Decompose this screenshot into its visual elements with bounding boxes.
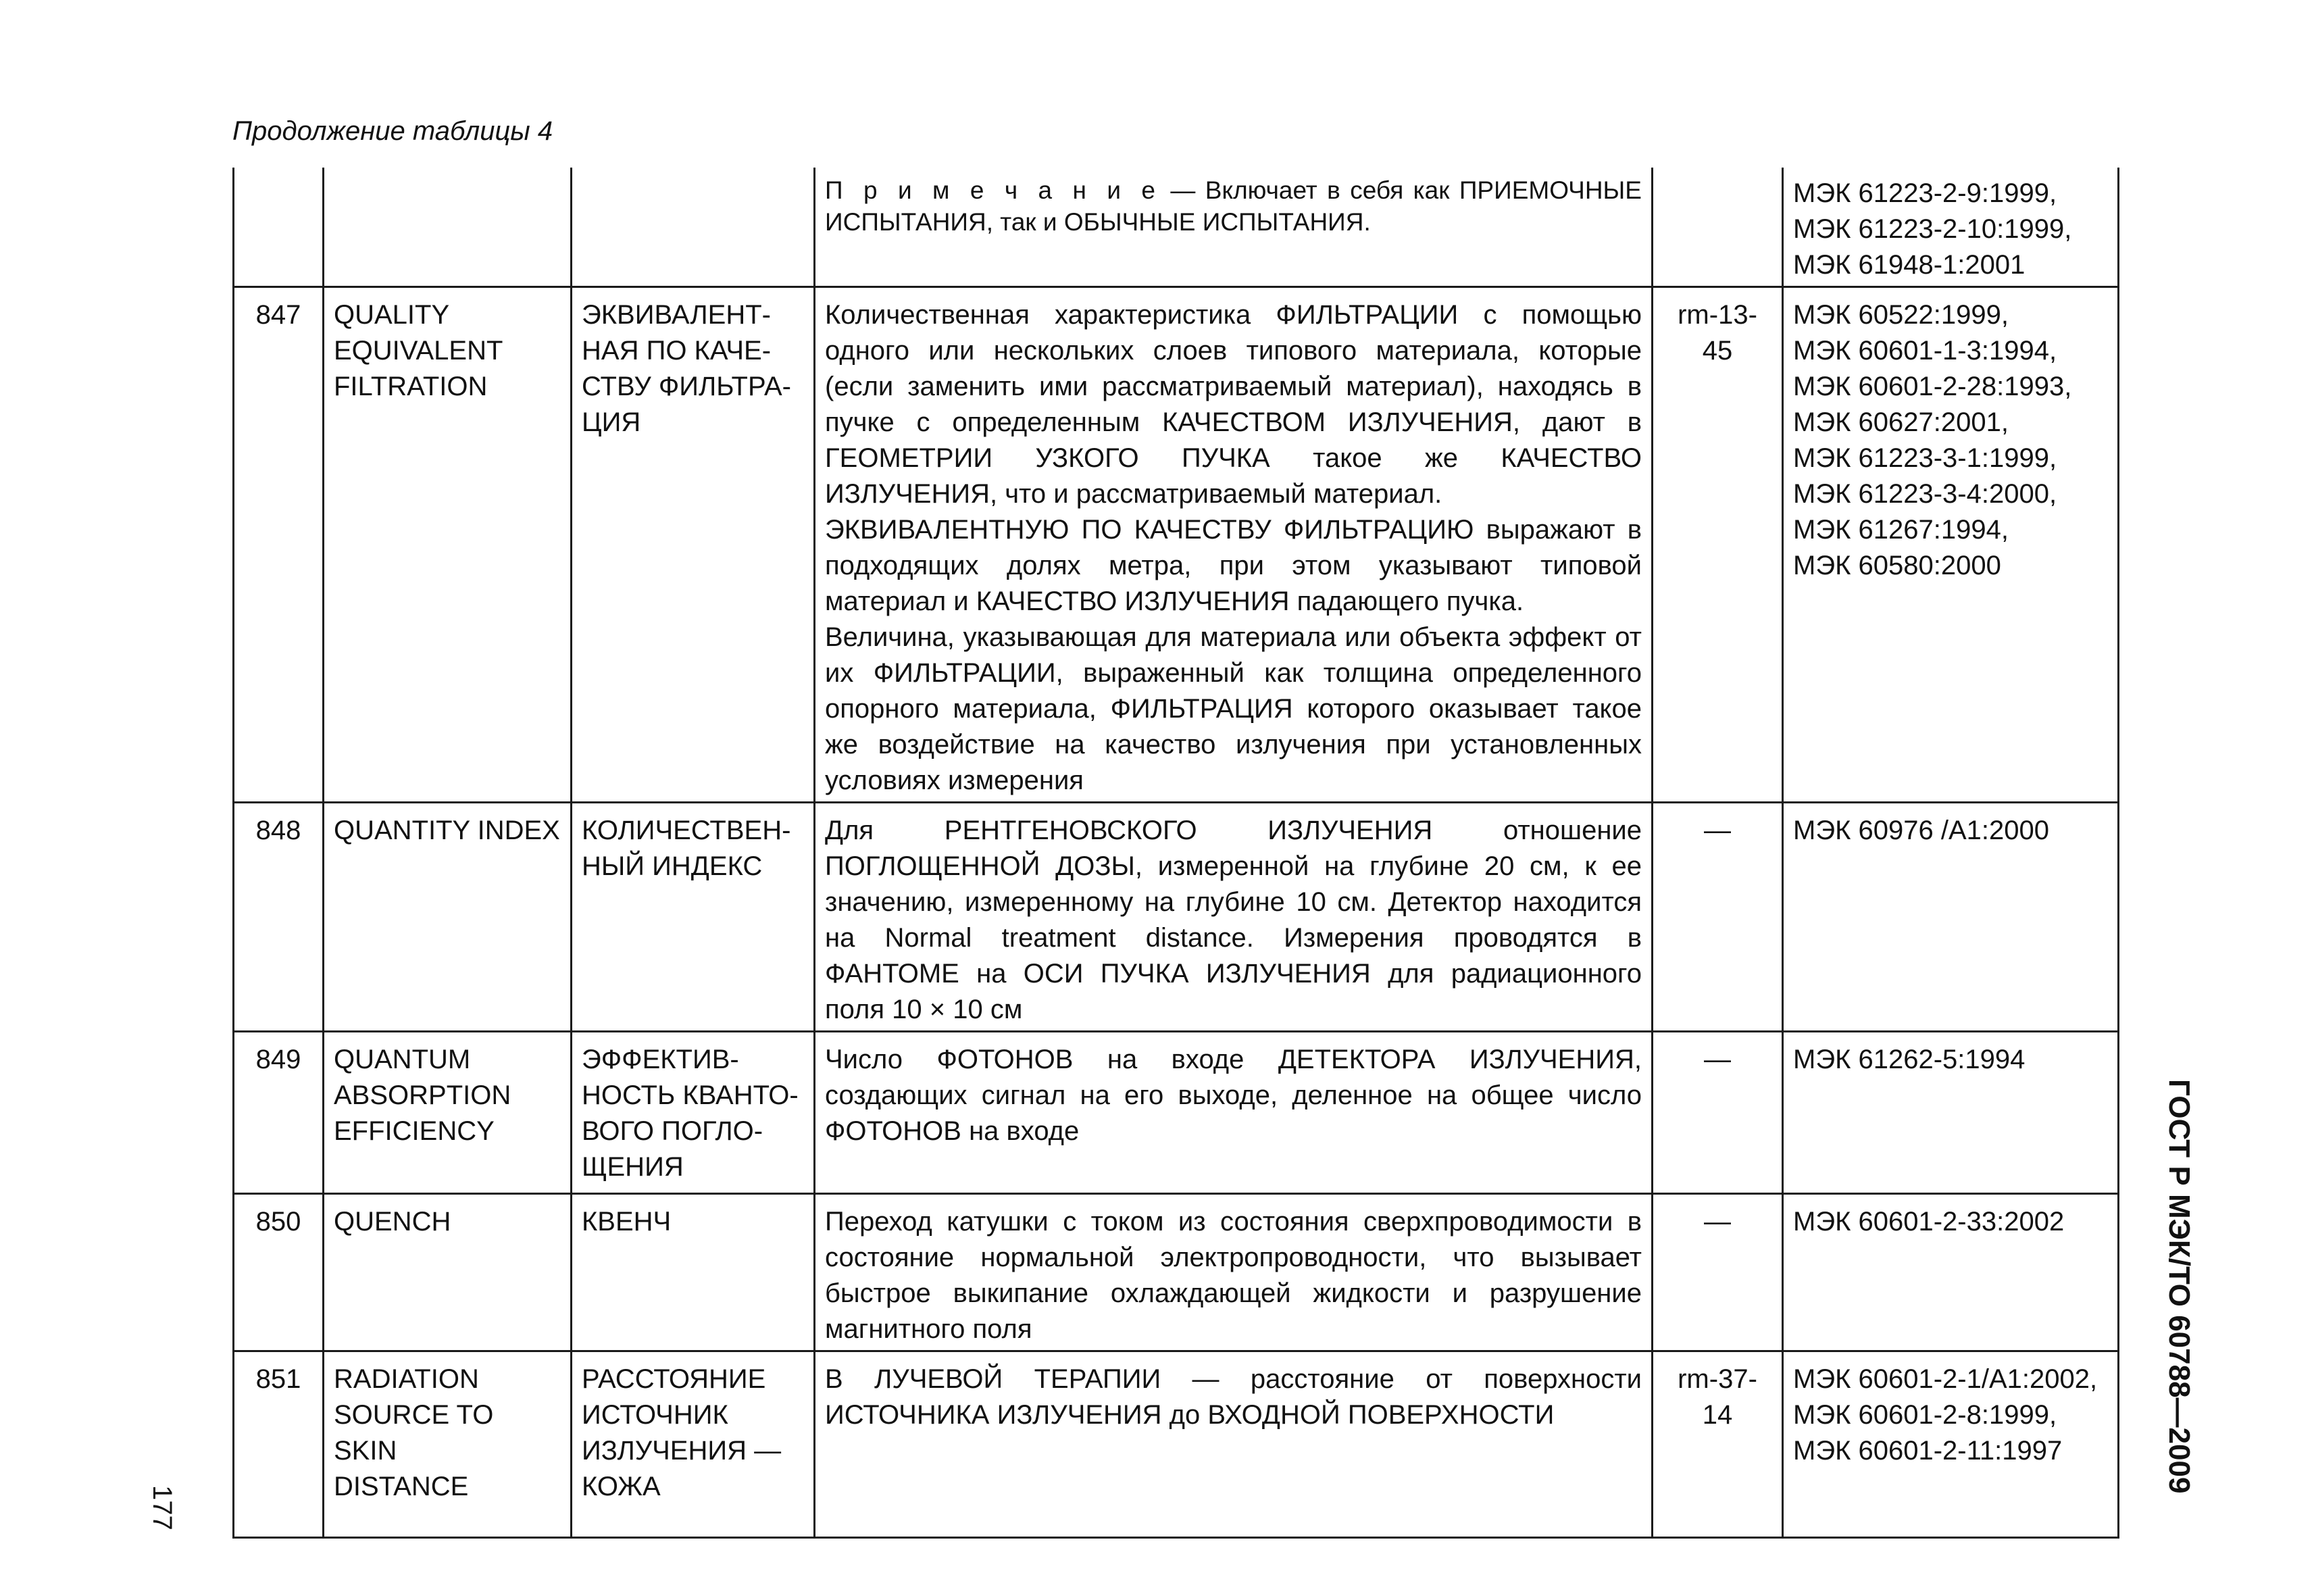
en-term-cell: QUANTITY INDEX bbox=[324, 803, 572, 1032]
definition-paragraph: Для РЕНТГЕНОВСКОГО ИЗЛУЧЕНИЯ отношение ПОГЛОЩЕННОЙ ДОЗЫ, измеренной на глубине 20 см, к ее значению, измеренному на глубине 10 см. Детектор находится на Normal treatment distance. Измерения проводятся в ФАНТОМЕ на ОСИ ПУЧКА ИЗЛУЧЕНИЯ для радиационного поля 10 × 10 см bbox=[825, 816, 1642, 1024]
note-label: П р и м е ч а н и е bbox=[825, 176, 1161, 204]
num-cell: 851 bbox=[234, 1351, 324, 1538]
en-term-cell bbox=[324, 168, 572, 287]
ru-term-cell: КВЕНЧ bbox=[572, 1194, 815, 1351]
definition-cell bbox=[815, 1032, 1653, 1194]
ru-term-cell bbox=[572, 168, 815, 287]
en-term-cell: QUENCH bbox=[324, 1194, 572, 1351]
code-cell bbox=[1653, 168, 1783, 287]
table-row bbox=[234, 1194, 2119, 1351]
refs-cell: МЭК 61223-2-9:1999, МЭК 61223-2-10:1999, МЭК 61948-1:2001 bbox=[1783, 168, 2119, 287]
definition-paragraph: Величина, указывающая для материала или объекта эффект от их ФИЛЬТРАЦИИ, выраженный как толщина определенного опорного материала, ФИЛЬТРАЦИЯ которого оказывает такое же воздействие на качество излучения при установленных условиях измерения bbox=[825, 622, 1642, 795]
definition-paragraph: Число ФОТОНОВ на входе ДЕТЕКТОРА ИЗЛУЧЕНИЯ, создающих сигнал на его выходе, деленное на общее число ФОТОНОВ на входе bbox=[825, 1045, 1642, 1146]
definition-paragraph: В ЛУЧЕВОЙ ТЕРАПИИ — расстояние от поверхности ИСТОЧНИКА ИЗЛУЧЕНИЯ до ВХОДНОЙ ПОВЕРХНОСТИ bbox=[825, 1364, 1642, 1430]
en-term-cell: QUALITY EQUIVALENT FILTRATION bbox=[324, 287, 572, 803]
en-term-cell: RADIATION SOURCE TO SKIN DISTANCE bbox=[324, 1351, 572, 1538]
code-cell: — bbox=[1653, 1194, 1783, 1351]
num-cell: 850 bbox=[234, 1194, 324, 1351]
definition-cell bbox=[815, 1351, 1653, 1538]
definition-paragraph: Количественная характеристика ФИЛЬТРАЦИИ с помощью одного или нескольких слоев типового материала, которые (если заменить ими рассматриваемый материал), находясь в пучке с определенным КАЧЕСТВОМ ИЗЛУЧЕНИЯ, дают в ГЕОМЕТРИИ УЗКОГО ПУЧКА такое же КАЧЕСТВО ИЗЛУЧЕНИЯ, что и рассматриваемый материал. bbox=[825, 300, 1642, 509]
definition-paragraph: Переход катушки с током из состояния сверхпроводимости в состояние нормальной электропроводности, что вызывает быстрое выкипание охлаждающей жидкости и разрушение магнитного поля bbox=[825, 1207, 1642, 1344]
en-term-cell: QUANTUM ABSORPTION EFFICIENCY bbox=[324, 1032, 572, 1194]
note-cell bbox=[815, 168, 1653, 287]
num-cell: 847 bbox=[234, 287, 324, 803]
table-row bbox=[234, 1351, 2119, 1538]
refs-cell: МЭК 60522:1999, МЭК 60601-1-3:1994, МЭК 60601-2-28:1993, МЭК 60627:2001, МЭК 61223-3-1:1999, МЭК 61223-3-4:2000, МЭК 61267:1994, МЭК 60580:2000 bbox=[1783, 287, 2119, 803]
ru-term-cell: ЭФФЕКТИВ- НОСТЬ КВАНТО- ВОГО ПОГЛО- ЩЕНИЯ bbox=[572, 1032, 815, 1194]
num-cell: 849 bbox=[234, 1032, 324, 1194]
num-cell: 848 bbox=[234, 803, 324, 1032]
definition-cell bbox=[815, 803, 1653, 1032]
table-row bbox=[234, 168, 2119, 287]
ru-term-cell: КОЛИЧЕСТВЕН- НЫЙ ИНДЕКС bbox=[572, 803, 815, 1032]
code-cell: rm-37-14 bbox=[1653, 1351, 1783, 1538]
code-cell: — bbox=[1653, 803, 1783, 1032]
code-cell: rm-13-45 bbox=[1653, 287, 1783, 803]
ru-term-cell: РАССТОЯНИЕ ИСТОЧНИК ИЗЛУЧЕНИЯ — КОЖА bbox=[572, 1351, 815, 1538]
definition-cell bbox=[815, 1194, 1653, 1351]
table-caption: Продолжение таблицы 4 bbox=[232, 116, 553, 146]
table-row bbox=[234, 1032, 2119, 1194]
definition-cell bbox=[815, 287, 1653, 803]
refs-cell: МЭК 60601-2-33:2002 bbox=[1783, 1194, 2119, 1351]
terms-table bbox=[232, 168, 2119, 1539]
page-number: 177 bbox=[147, 1485, 177, 1530]
definition-paragraph: ЭКВИВАЛЕНТНУЮ ПО КАЧЕСТВУ ФИЛЬТРАЦИЮ выражают в подходящих долях метра, при этом указывают типовой материал и КАЧЕСТВО ИЗЛУЧЕНИЯ падающего пучка. bbox=[825, 515, 1642, 616]
refs-cell: МЭК 61262-5:1994 bbox=[1783, 1032, 2119, 1194]
num-cell bbox=[234, 168, 324, 287]
document-side-title: ГОСТ Р МЭК/ТО 60788—2009 bbox=[2163, 1079, 2196, 1494]
table-row bbox=[234, 287, 2119, 803]
table-row bbox=[234, 803, 2119, 1032]
note-text: — Включает в себя как ПРИЕМОЧНЫЕ ИСПЫТАНИЯ, так и ОБЫЧНЫЕ ИСПЫТАНИЯ. bbox=[825, 176, 1642, 236]
ru-term-cell: ЭКВИВАЛЕНТ- НАЯ ПО КАЧЕ- СТВУ ФИЛЬТРА- ЦИЯ bbox=[572, 287, 815, 803]
refs-cell: МЭК 60601-2-1/А1:2002, МЭК 60601-2-8:1999, МЭК 60601-2-11:1997 bbox=[1783, 1351, 2119, 1538]
refs-cell: МЭК 60976 /А1:2000 bbox=[1783, 803, 2119, 1032]
code-cell: — bbox=[1653, 1032, 1783, 1194]
